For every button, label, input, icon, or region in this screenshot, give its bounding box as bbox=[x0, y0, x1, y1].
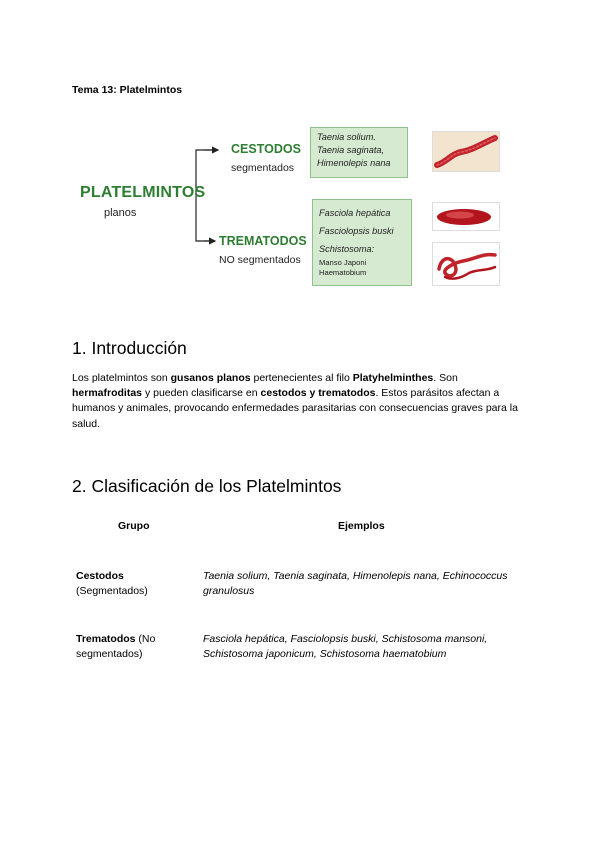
group-detail: (Segmentados) bbox=[76, 585, 148, 597]
column-header-group: Grupo bbox=[118, 520, 150, 532]
bold-term: gusanos planos bbox=[170, 372, 251, 384]
schistosoma-image bbox=[432, 242, 500, 286]
column-header-examples: Ejemplos bbox=[338, 520, 385, 532]
group-name: Trematodos bbox=[76, 633, 136, 645]
bold-term: cestodos y trematodos bbox=[260, 387, 376, 400]
cestodos-species-box bbox=[310, 127, 408, 178]
fluke-image bbox=[432, 202, 500, 231]
bold-term: Platyhelminthes bbox=[352, 372, 434, 384]
species-item: Taenia saginata, bbox=[317, 145, 385, 155]
cestodos-subtitle: segmentados bbox=[231, 162, 295, 174]
intro-paragraph bbox=[72, 371, 528, 432]
cestodos-label: CESTODOS bbox=[231, 142, 301, 156]
main-term-subtitle: planos bbox=[104, 207, 137, 219]
species-item: Himenolepis nana bbox=[317, 158, 391, 168]
text-run: pertenecientes al filo bbox=[250, 372, 353, 384]
table-cell-examples: Taenia solium, Taenia saginata, Himenolepis nana, Echinococcus granulosus bbox=[203, 570, 508, 597]
table-cell-examples: Fasciola hepática, Fasciolopsis buski, Schistosoma mansoni, Schistosoma japonicum, Schistosoma haematobium bbox=[203, 633, 488, 660]
bold-term: hermafroditas bbox=[72, 387, 143, 400]
species-subitem: Haematobium bbox=[319, 268, 367, 277]
trematodos-species-box bbox=[312, 199, 412, 286]
table-cell-group bbox=[76, 632, 196, 662]
group-detail: (No segmentados) bbox=[76, 633, 156, 660]
species-item: Schistosoma: bbox=[319, 244, 375, 254]
text-run: . Estos parásitos afectan a humanos y animales, provocando enfermedades parasitarias con consecuencias graves para la salud. bbox=[72, 387, 518, 430]
species-item: Taenia solium. bbox=[317, 132, 376, 142]
section-heading-classification: 2. Clasificación de los Platelmintos bbox=[72, 476, 342, 496]
species-item: Fasciola hepática bbox=[319, 208, 391, 218]
topic-title: Tema 13: Platelmintos bbox=[72, 84, 183, 96]
text-run: . Son bbox=[433, 372, 458, 384]
species-item: Fasciolopsis buski bbox=[319, 226, 394, 236]
tapeworm-image bbox=[432, 131, 500, 172]
table-cell-group bbox=[76, 569, 196, 599]
main-term: PLATELMINTOS bbox=[80, 184, 206, 201]
group-name: Cestodos bbox=[76, 570, 124, 582]
species-subitem: Manso Japoni bbox=[319, 258, 367, 267]
section-heading-intro: 1. Introducción bbox=[72, 338, 187, 358]
text-run: Los platelmintos son bbox=[72, 372, 171, 384]
trematodos-subtitle: NO segmentados bbox=[219, 254, 301, 266]
trematodos-label: TREMATODOS bbox=[219, 234, 307, 248]
text-run: y pueden clasificarse en bbox=[142, 387, 261, 400]
